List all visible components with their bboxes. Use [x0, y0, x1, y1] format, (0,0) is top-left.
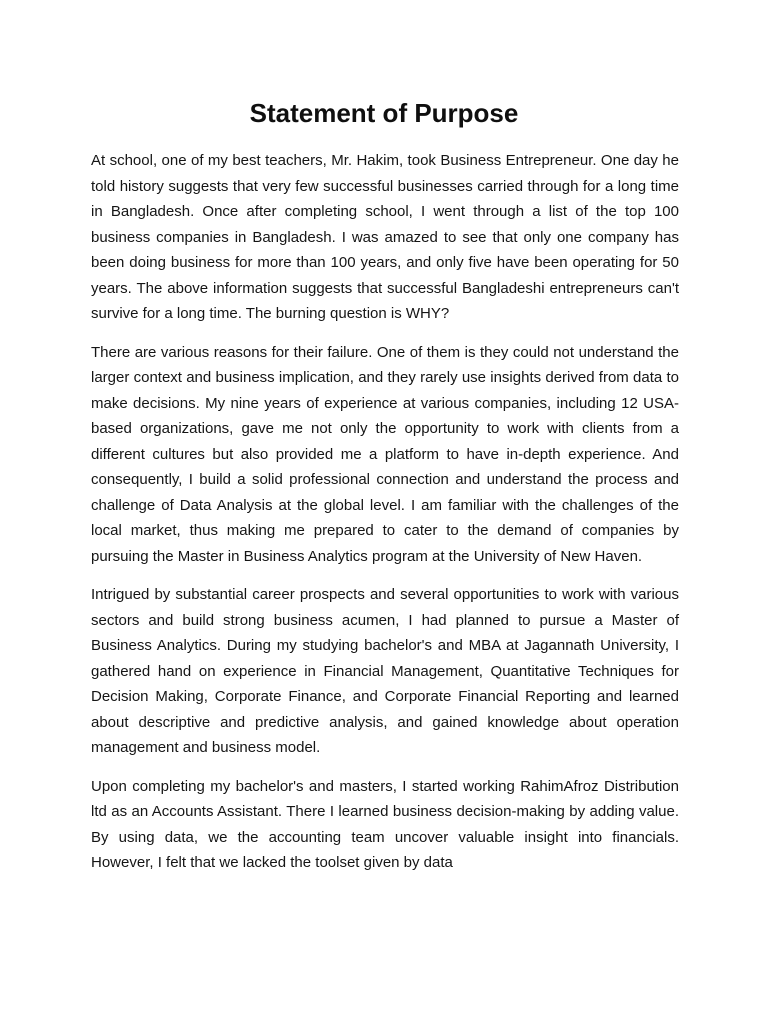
paragraph-4: Upon completing my bachelor's and masters, I started working RahimAfroz Distribution ltd as an Accounts Assistant. There I learned business decision-making by adding value. By using data, we the accounting team uncover valuable insight into financials. However, I felt that we lacked the toolset given by data — [91, 777, 679, 871]
paragraph-3: Intrigued by substantial career prospects and several opportunities to work with various sectors and build strong business acumen, I had planned to pursue a Master of Business Analytics. During my studying bachelor's and MBA at Jagannath University, I gathered hand on experience in Financial Management, Quantitative Techniques for Decision Making, Corporate Finance, and Corporate Financial Reporting and learned about descriptive and predictive analysis, and gained knowledge about operation management and business model. — [91, 586, 679, 756]
paragraph-1: At school, one of my best teachers, Mr. Hakim, took Business Entrepreneur. One day he told history suggests that very few successful businesses carried through for a long time in Bangladesh. Once after completing school, I went through a list of the top 100 business companies in Bangladesh. I was amazed to see that only one company has been doing business for more than 100 years, and only five have been operating for 50 years. The above information suggests that successful Bangladeshi entrepreneurs can't survive for a long time. The burning question is WHY? — [91, 152, 679, 322]
document-body — [91, 148, 679, 889]
paragraph-2: There are various reasons for their failure. One of them is they could not understand the larger context and business implication, and they rarely use insights derived from data to make decisions. My nine years of experience at various companies, including 12 USA-based organizations, gave me not only the opportunity to work with clients from a different cultures but also provided me a platform to have in-depth experience. And consequently, I build a solid professional connection and understand the process and challenge of Data Analysis at the global level. I am familiar with the challenges of the local market, thus making me prepared to cater to the demand of companies by pursuing the Master in Business Analytics program at the University of New Haven. — [91, 343, 679, 565]
document-title: Statement of Purpose — [249, 98, 519, 128]
